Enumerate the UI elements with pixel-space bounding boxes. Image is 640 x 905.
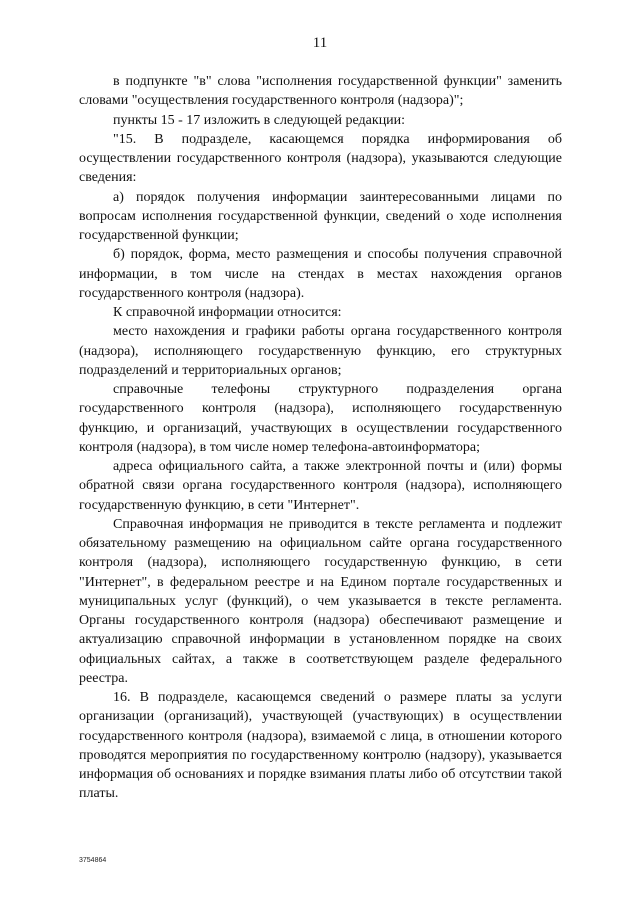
paragraph-amend-subparagraph-v: в подпункте "в" слова "исполнения государственной функции" заменить словами "осуществления государственного контроля (надзора)"; xyxy=(79,74,562,109)
paragraph-item-15-a: а) порядок получения информации заинтересованными лицами по вопросам исполнения государственной функции, сведений о ходе исполнения государственной функции; xyxy=(79,189,562,243)
paragraph-reference-info: К справочной информации относится: xyxy=(113,305,342,320)
paragraph-items-15-17: пункты 15 - 17 изложить в следующей редакции: xyxy=(113,112,406,128)
paragraph-location-schedule: место нахождения и графики работы органа государственного контроля (надзора), исполняющего государственную функцию, его структурных подразделений и территориальных органов; xyxy=(79,324,562,378)
document-code: 3754864 xyxy=(79,857,107,864)
paragraph-website-email: адреса официального сайта, а также электронной почты и (или) формы обратной связи органа государственного контроля (надзора), исполняющего государственную функцию, в сети "Интернет". xyxy=(79,459,562,513)
page-number: 11 xyxy=(312,35,328,51)
paragraph-item-15: "15. В подразделе, касающемся порядка информирования об осуществлении государственного контроля (надзора), указываются следующие сведения: xyxy=(79,131,562,186)
paragraph-item-16: 16. В подразделе, касающемся сведений о размере платы за услуги организации (организаций), участвующей (участвующих) в осуществлении государственного контроля (надзора), взимаемой с лица, в отношении которого проводятся мероприятия по государственному контролю (надзору), указывается информация об основаниях и порядке взимания платы либо об отсутствии такой платы. xyxy=(79,690,562,802)
document-body xyxy=(79,72,562,804)
paragraph-reference-placement: Справочная информация не приводится в тексте регламента и подлежит обязательному размещению на официальном сайте органа государственного контроля (надзора), исполняющего государственную функцию, в сети "Интернет", в федеральном реестре и на Едином портале государственных и муниципальных услуг (функций), о чем указывается в тексте регламента. Органы государственного контроля (надзора) обеспечивают размещение и актуализацию справочной информации в установленном порядке на своих официальных сайтах, а также в соответствующем разделе федерального реестра. xyxy=(79,516,562,686)
paragraph-phones: справочные телефоны структурного подразделения органа государственного контроля (надзора), исполняющего государственную функцию, и организаций, участвующих в осуществлении государственного контроля (надзора), в том числе номер телефона-автоинформатора; xyxy=(79,382,562,455)
paragraph-item-15-b: б) порядок, форма, место размещения и способы получения справочной информации, в том числе на стендах в местах нахождения органов государственного контроля (надзора). xyxy=(79,247,562,301)
